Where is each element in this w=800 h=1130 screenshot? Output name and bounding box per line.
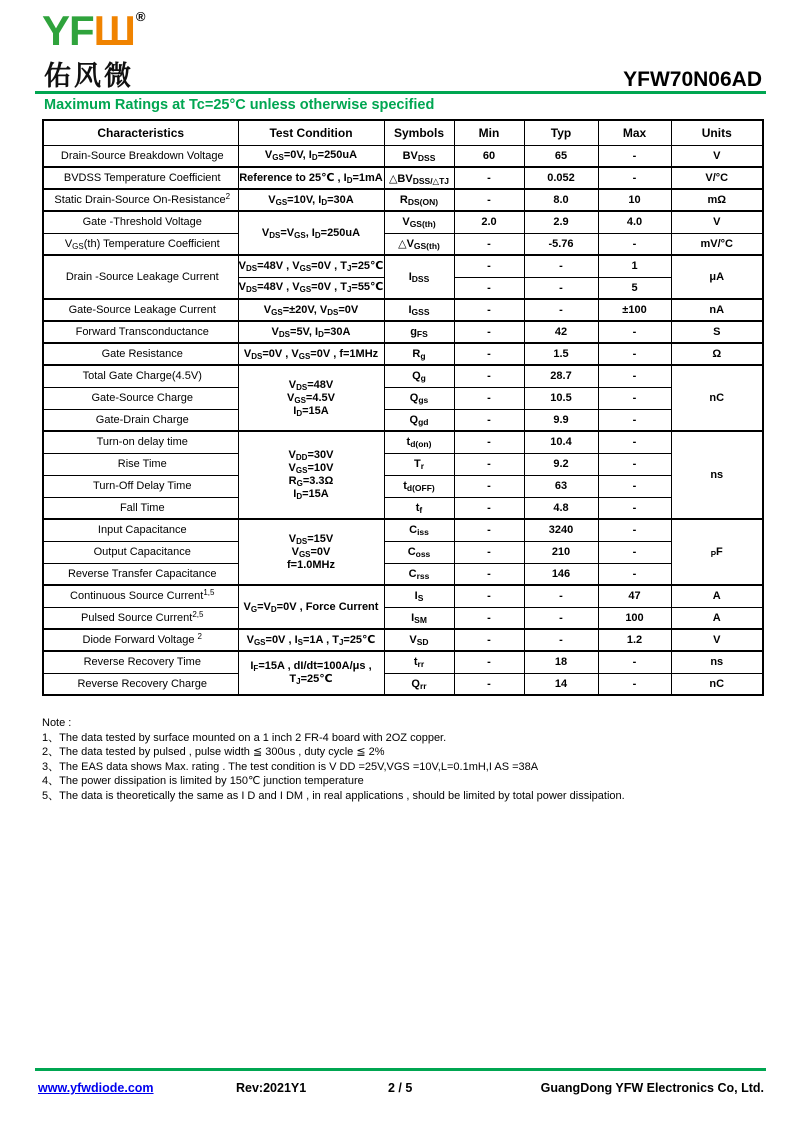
typ-cell: 8.0 xyxy=(524,189,598,211)
table-row xyxy=(43,629,763,651)
characteristic-cell: Gate-Source Leakage Current xyxy=(43,299,238,321)
max-cell: - xyxy=(598,673,671,695)
characteristic-cell: Continuous Source Current$^{1,5}$ xyxy=(43,585,238,607)
min-cell: - xyxy=(454,387,524,409)
max-cell: 1 xyxy=(598,255,671,277)
column-header-max: Max xyxy=(598,120,671,145)
table-row xyxy=(43,299,763,321)
max-cell: - xyxy=(598,431,671,453)
note-item: 1、The data tested by surface mounted on a 1 inch 2 FR-4 board with 2OZ copper. xyxy=(42,731,447,744)
table-row xyxy=(43,541,763,563)
characteristic-cell: Pulsed Source Current$^{2,5}$ xyxy=(43,607,238,629)
symbol-cell: $C_{rss}$ xyxy=(384,563,454,585)
typ-cell: 4.8 xyxy=(524,497,598,519)
test-condition-cell: $V_{GS}=0V$, $I_D=250uA$ xyxy=(238,145,384,167)
note-item: 4、The power dissipation is limited by 150℃ junction temperature xyxy=(42,775,364,788)
test-condition-cell: $V_{DS}=V_{GS}$, $I_D=250uA$ xyxy=(238,211,384,255)
min-cell: - xyxy=(454,585,524,607)
symbol-cell: $Q_g$ xyxy=(384,365,454,387)
max-cell: 1.2 xyxy=(598,629,671,651)
symbol-cell: $C_{oss}$ xyxy=(384,541,454,563)
min-cell: - xyxy=(454,321,524,343)
unit-cell: Ω xyxy=(671,343,763,365)
typ-cell: 9.9 xyxy=(524,409,598,431)
symbol-cell: $Q_{rr}$ xyxy=(384,673,454,695)
unit-cell: mΩ xyxy=(671,189,763,211)
max-cell: 47 xyxy=(598,585,671,607)
typ-cell: 65 xyxy=(524,145,598,167)
typ-cell: - xyxy=(524,277,598,299)
max-cell: 5 xyxy=(598,277,671,299)
note-item: 5、The data is theoretically the same as I D and I DM , in real applications , should be limited by total power dissipation. xyxy=(42,789,625,802)
min-cell: - xyxy=(454,365,524,387)
typ-cell: 18 xyxy=(524,651,598,673)
typ-cell: 2.9 xyxy=(524,211,598,233)
max-cell: - xyxy=(598,541,671,563)
website-link[interactable]: www.yfwdiode.com xyxy=(38,1081,154,1095)
min-cell: - xyxy=(454,629,524,651)
typ-cell: 63 xyxy=(524,475,598,497)
test-condition-cell: $V_{DS}=0V$ , $V_{GS}=0V$ , f=1MHz xyxy=(238,343,384,365)
min-cell: - xyxy=(454,453,524,475)
max-cell: - xyxy=(598,409,671,431)
unit-cell: V xyxy=(671,145,763,167)
min-cell: - xyxy=(454,343,524,365)
table-header-row xyxy=(43,120,763,145)
table-row xyxy=(43,387,763,409)
part-number: YFW70N06AD xyxy=(623,68,762,91)
typ-cell: 10.4 xyxy=(524,431,598,453)
typ-cell: 42 xyxy=(524,321,598,343)
logo-chinese-name: 佑风微 xyxy=(44,61,134,91)
unit-cell: S xyxy=(671,321,763,343)
typ-cell: - xyxy=(524,255,598,277)
min-cell: - xyxy=(454,651,524,673)
table-row xyxy=(43,233,763,255)
table-row xyxy=(43,673,763,695)
characteristic-cell: BVDSS Temperature Coefficient xyxy=(43,167,238,189)
table-row xyxy=(43,607,763,629)
column-header-units: Units xyxy=(671,120,763,145)
symbol-cell: $C_{iss}$ xyxy=(384,519,454,541)
unit-cell: nA xyxy=(671,299,763,321)
notes-section xyxy=(42,716,766,804)
typ-cell: -5.76 xyxy=(524,233,598,255)
table-row xyxy=(43,343,763,365)
max-cell: - xyxy=(598,343,671,365)
table-row xyxy=(43,651,763,673)
min-cell: - xyxy=(454,563,524,585)
min-cell: 2.0 xyxy=(454,211,524,233)
test-condition-cell: $V_G=V_D=0V$ , Force Current xyxy=(238,585,384,629)
typ-cell: 0.052 xyxy=(524,167,598,189)
max-cell: - xyxy=(598,365,671,387)
min-cell: - xyxy=(454,431,524,453)
table-row xyxy=(43,519,763,541)
notes-title: Note : xyxy=(42,717,72,729)
table-row xyxy=(43,585,763,607)
characteristic-cell: Gate -Threshold Voltage xyxy=(43,211,238,233)
symbol-cell: $V_{SD}$ xyxy=(384,629,454,651)
characteristic-cell: Input Capacitance xyxy=(43,519,238,541)
unit-cell: V xyxy=(671,211,763,233)
symbol-cell: $\triangle BV_{DSS/\triangle TJ}$ xyxy=(384,167,454,189)
unit-cell: V/°C xyxy=(671,167,763,189)
characteristic-cell: $V_{GS}(th)$ Temperature Coefficient xyxy=(43,233,238,255)
max-cell: - xyxy=(598,321,671,343)
symbol-cell: $t_{rr}$ xyxy=(384,651,454,673)
unit-cell: ns xyxy=(671,431,763,519)
test-condition-cell: $V_{GS}=0V$ , $I_S=1A$ , $T_J=25℃$ xyxy=(238,629,384,651)
typ-cell: 3240 xyxy=(524,519,598,541)
symbol-cell: $T_r$ xyxy=(384,453,454,475)
unit-cell: V xyxy=(671,629,763,651)
table-row xyxy=(43,409,763,431)
min-cell: - xyxy=(454,497,524,519)
characteristic-cell: Reverse Recovery Time xyxy=(43,651,238,673)
characteristic-cell: Rise Time xyxy=(43,453,238,475)
test-condition-cell: $V_{GS}=\pm 20V$, $V_{DS}=0V$ xyxy=(238,299,384,321)
max-cell: - xyxy=(598,519,671,541)
characteristic-cell: Static Drain-Source On-Resistance$^2$ xyxy=(43,189,238,211)
max-cell: 100 xyxy=(598,607,671,629)
footer xyxy=(0,1081,800,1101)
min-cell: - xyxy=(454,475,524,497)
column-header-characteristics: Characteristics xyxy=(43,120,238,145)
typ-cell: - xyxy=(524,299,598,321)
min-cell: - xyxy=(454,167,524,189)
logo-w-mark: Ш xyxy=(93,7,135,54)
max-cell: - xyxy=(598,563,671,585)
typ-cell: 28.7 xyxy=(524,365,598,387)
unit-cell: A xyxy=(671,607,763,629)
characteristic-cell: Gate Resistance xyxy=(43,343,238,365)
characteristic-cell: Turn-on delay time xyxy=(43,431,238,453)
symbol-cell: $I_{SM}$ xyxy=(384,607,454,629)
test-condition-cell: $V_{DS}=48V$ , $V_{GS}=0V$ , $T_J=25℃$ xyxy=(238,255,384,277)
symbol-cell: $I_{DSS}$ xyxy=(384,255,454,299)
table-row xyxy=(43,211,763,233)
symbol-cell: $Q_{gs}$ xyxy=(384,387,454,409)
symbol-cell: $BV_{DSS}$ xyxy=(384,145,454,167)
min-cell: - xyxy=(454,233,524,255)
table-row xyxy=(43,365,763,387)
characteristic-cell: Drain -Source Leakage Current xyxy=(43,255,238,299)
header-rule xyxy=(35,91,766,94)
table-row xyxy=(43,475,763,497)
note-item: 2、The data tested by pulsed , pulse width ≦ 300us , duty cycle ≦ 2% xyxy=(42,746,385,759)
symbol-cell: $V_{GS(th)}$ xyxy=(384,211,454,233)
registered-trademark-icon: ® xyxy=(135,9,145,24)
symbol-cell: $R_g$ xyxy=(384,343,454,365)
typ-cell: 146 xyxy=(524,563,598,585)
column-header-min: Min xyxy=(454,120,524,145)
characteristic-cell: Turn-Off Delay Time xyxy=(43,475,238,497)
max-cell: - xyxy=(598,167,671,189)
table-row xyxy=(43,145,763,167)
characteristic-cell: Gate-Source Charge xyxy=(43,387,238,409)
max-cell: - xyxy=(598,387,671,409)
symbol-cell: $t_{d(on)}$ xyxy=(384,431,454,453)
max-cell: - xyxy=(598,651,671,673)
note-item: 3、The EAS data shows Max. rating . The test condition is V DD =25V,VGS =10V,L=0.1mH,I AS =38A xyxy=(42,760,539,773)
company-name: GuangDong YFW Electronics Co, Ltd. xyxy=(540,1081,764,1095)
test-condition-cell: $V_{DS}=5V$, $I_D=30A$ xyxy=(238,321,384,343)
notes-list xyxy=(42,731,766,804)
max-cell: - xyxy=(598,453,671,475)
max-cell: - xyxy=(598,145,671,167)
unit-cell: ns xyxy=(671,651,763,673)
test-condition-cell: $V_{DD}=30V$ $V_{GS}=10V$ $R_G=3.3\Omega$ $I_D=15A$ xyxy=(238,431,384,519)
typ-cell: 14 xyxy=(524,673,598,695)
min-cell: - xyxy=(454,409,524,431)
unit-cell: nC xyxy=(671,365,763,431)
symbol-cell: $I_S$ xyxy=(384,585,454,607)
characteristic-cell: Fall Time xyxy=(43,497,238,519)
test-condition-cell: Reference to 25℃ , $I_D=1mA$ xyxy=(238,167,384,189)
unit-cell: nC xyxy=(671,673,763,695)
footer-rule xyxy=(35,1068,766,1071)
typ-cell: - xyxy=(524,607,598,629)
unit-cell: A xyxy=(671,585,763,607)
characteristic-cell: Reverse Recovery Charge xyxy=(43,673,238,695)
table-row xyxy=(43,497,763,519)
symbol-cell: $Q_{gd}$ xyxy=(384,409,454,431)
typ-cell: 9.2 xyxy=(524,453,598,475)
min-cell: - xyxy=(454,673,524,695)
max-cell: - xyxy=(598,497,671,519)
characteristic-cell: Reverse Transfer Capacitance xyxy=(43,563,238,585)
min-cell: - xyxy=(454,299,524,321)
unit-cell: μA xyxy=(671,255,763,299)
symbol-cell: $t_{d(OFF)}$ xyxy=(384,475,454,497)
min-cell: - xyxy=(454,189,524,211)
table-row xyxy=(43,453,763,475)
typ-cell: - xyxy=(524,629,598,651)
table-row xyxy=(43,167,763,189)
table-row xyxy=(43,321,763,343)
test-condition-cell: $V_{DS}=48V$ $V_{GS}=4.5V$ $I_D=15A$ xyxy=(238,365,384,431)
min-cell: 60 xyxy=(454,145,524,167)
characteristic-cell: Drain-Source Breakdown Voltage xyxy=(43,145,238,167)
min-cell: - xyxy=(454,541,524,563)
typ-cell: - xyxy=(524,585,598,607)
characteristic-cell: Gate-Drain Charge xyxy=(43,409,238,431)
max-cell: - xyxy=(598,475,671,497)
unit-cell: $_P$F xyxy=(671,519,763,585)
typ-cell: 210 xyxy=(524,541,598,563)
table-row xyxy=(43,563,763,585)
symbol-cell: $g_{FS}$ xyxy=(384,321,454,343)
test-condition-cell: $I_F=15A$ , dI/dt=100A/μs , $T_J=25℃$ xyxy=(238,651,384,695)
column-header-test-condition: Test Condition xyxy=(238,120,384,145)
min-cell: - xyxy=(454,255,524,277)
min-cell: - xyxy=(454,519,524,541)
logo xyxy=(42,7,145,54)
characteristic-cell: Total Gate Charge(4.5V) xyxy=(43,365,238,387)
max-cell: 10 xyxy=(598,189,671,211)
test-condition-cell: $V_{DS}=15V$ $V_{GS}=0V$ f=1.0MHz xyxy=(238,519,384,585)
max-cell: ±100 xyxy=(598,299,671,321)
page-number: 2 / 5 xyxy=(388,1081,413,1095)
revision-label: Rev:2021Y1 xyxy=(236,1081,307,1095)
column-header-typ: Typ xyxy=(524,120,598,145)
min-cell: - xyxy=(454,277,524,299)
unit-cell: mV/°C xyxy=(671,233,763,255)
typ-cell: 1.5 xyxy=(524,343,598,365)
test-condition-cell: $V_{GS}=10V$, $I_D=30A$ xyxy=(238,189,384,211)
symbol-cell: $t_f$ xyxy=(384,497,454,519)
max-ratings-table xyxy=(42,119,764,696)
table-row xyxy=(43,255,763,277)
min-cell: - xyxy=(454,607,524,629)
symbol-cell: $\triangle V_{GS(th)}$ xyxy=(384,233,454,255)
max-cell: 4.0 xyxy=(598,211,671,233)
logo-text-yf: YF xyxy=(42,7,94,54)
symbol-cell: $I_{GSS}$ xyxy=(384,299,454,321)
table-row xyxy=(43,189,763,211)
column-header-symbols: Symbols xyxy=(384,120,454,145)
section-title: Maximum Ratings at Tc=25°C unless otherwise specified xyxy=(44,97,435,113)
max-cell: - xyxy=(598,233,671,255)
symbol-cell: $R_{DS(ON)}$ xyxy=(384,189,454,211)
characteristic-cell: Output Capacitance xyxy=(43,541,238,563)
typ-cell: 10.5 xyxy=(524,387,598,409)
test-condition-cell: $V_{DS}=48V$ , $V_{GS}=0V$ , $T_J=55℃$ xyxy=(238,277,384,299)
characteristic-cell: Forward Transconductance xyxy=(43,321,238,343)
table-row xyxy=(43,431,763,453)
table-body xyxy=(43,145,763,695)
characteristic-cell: Diode Forward Voltage $^2$ xyxy=(43,629,238,651)
